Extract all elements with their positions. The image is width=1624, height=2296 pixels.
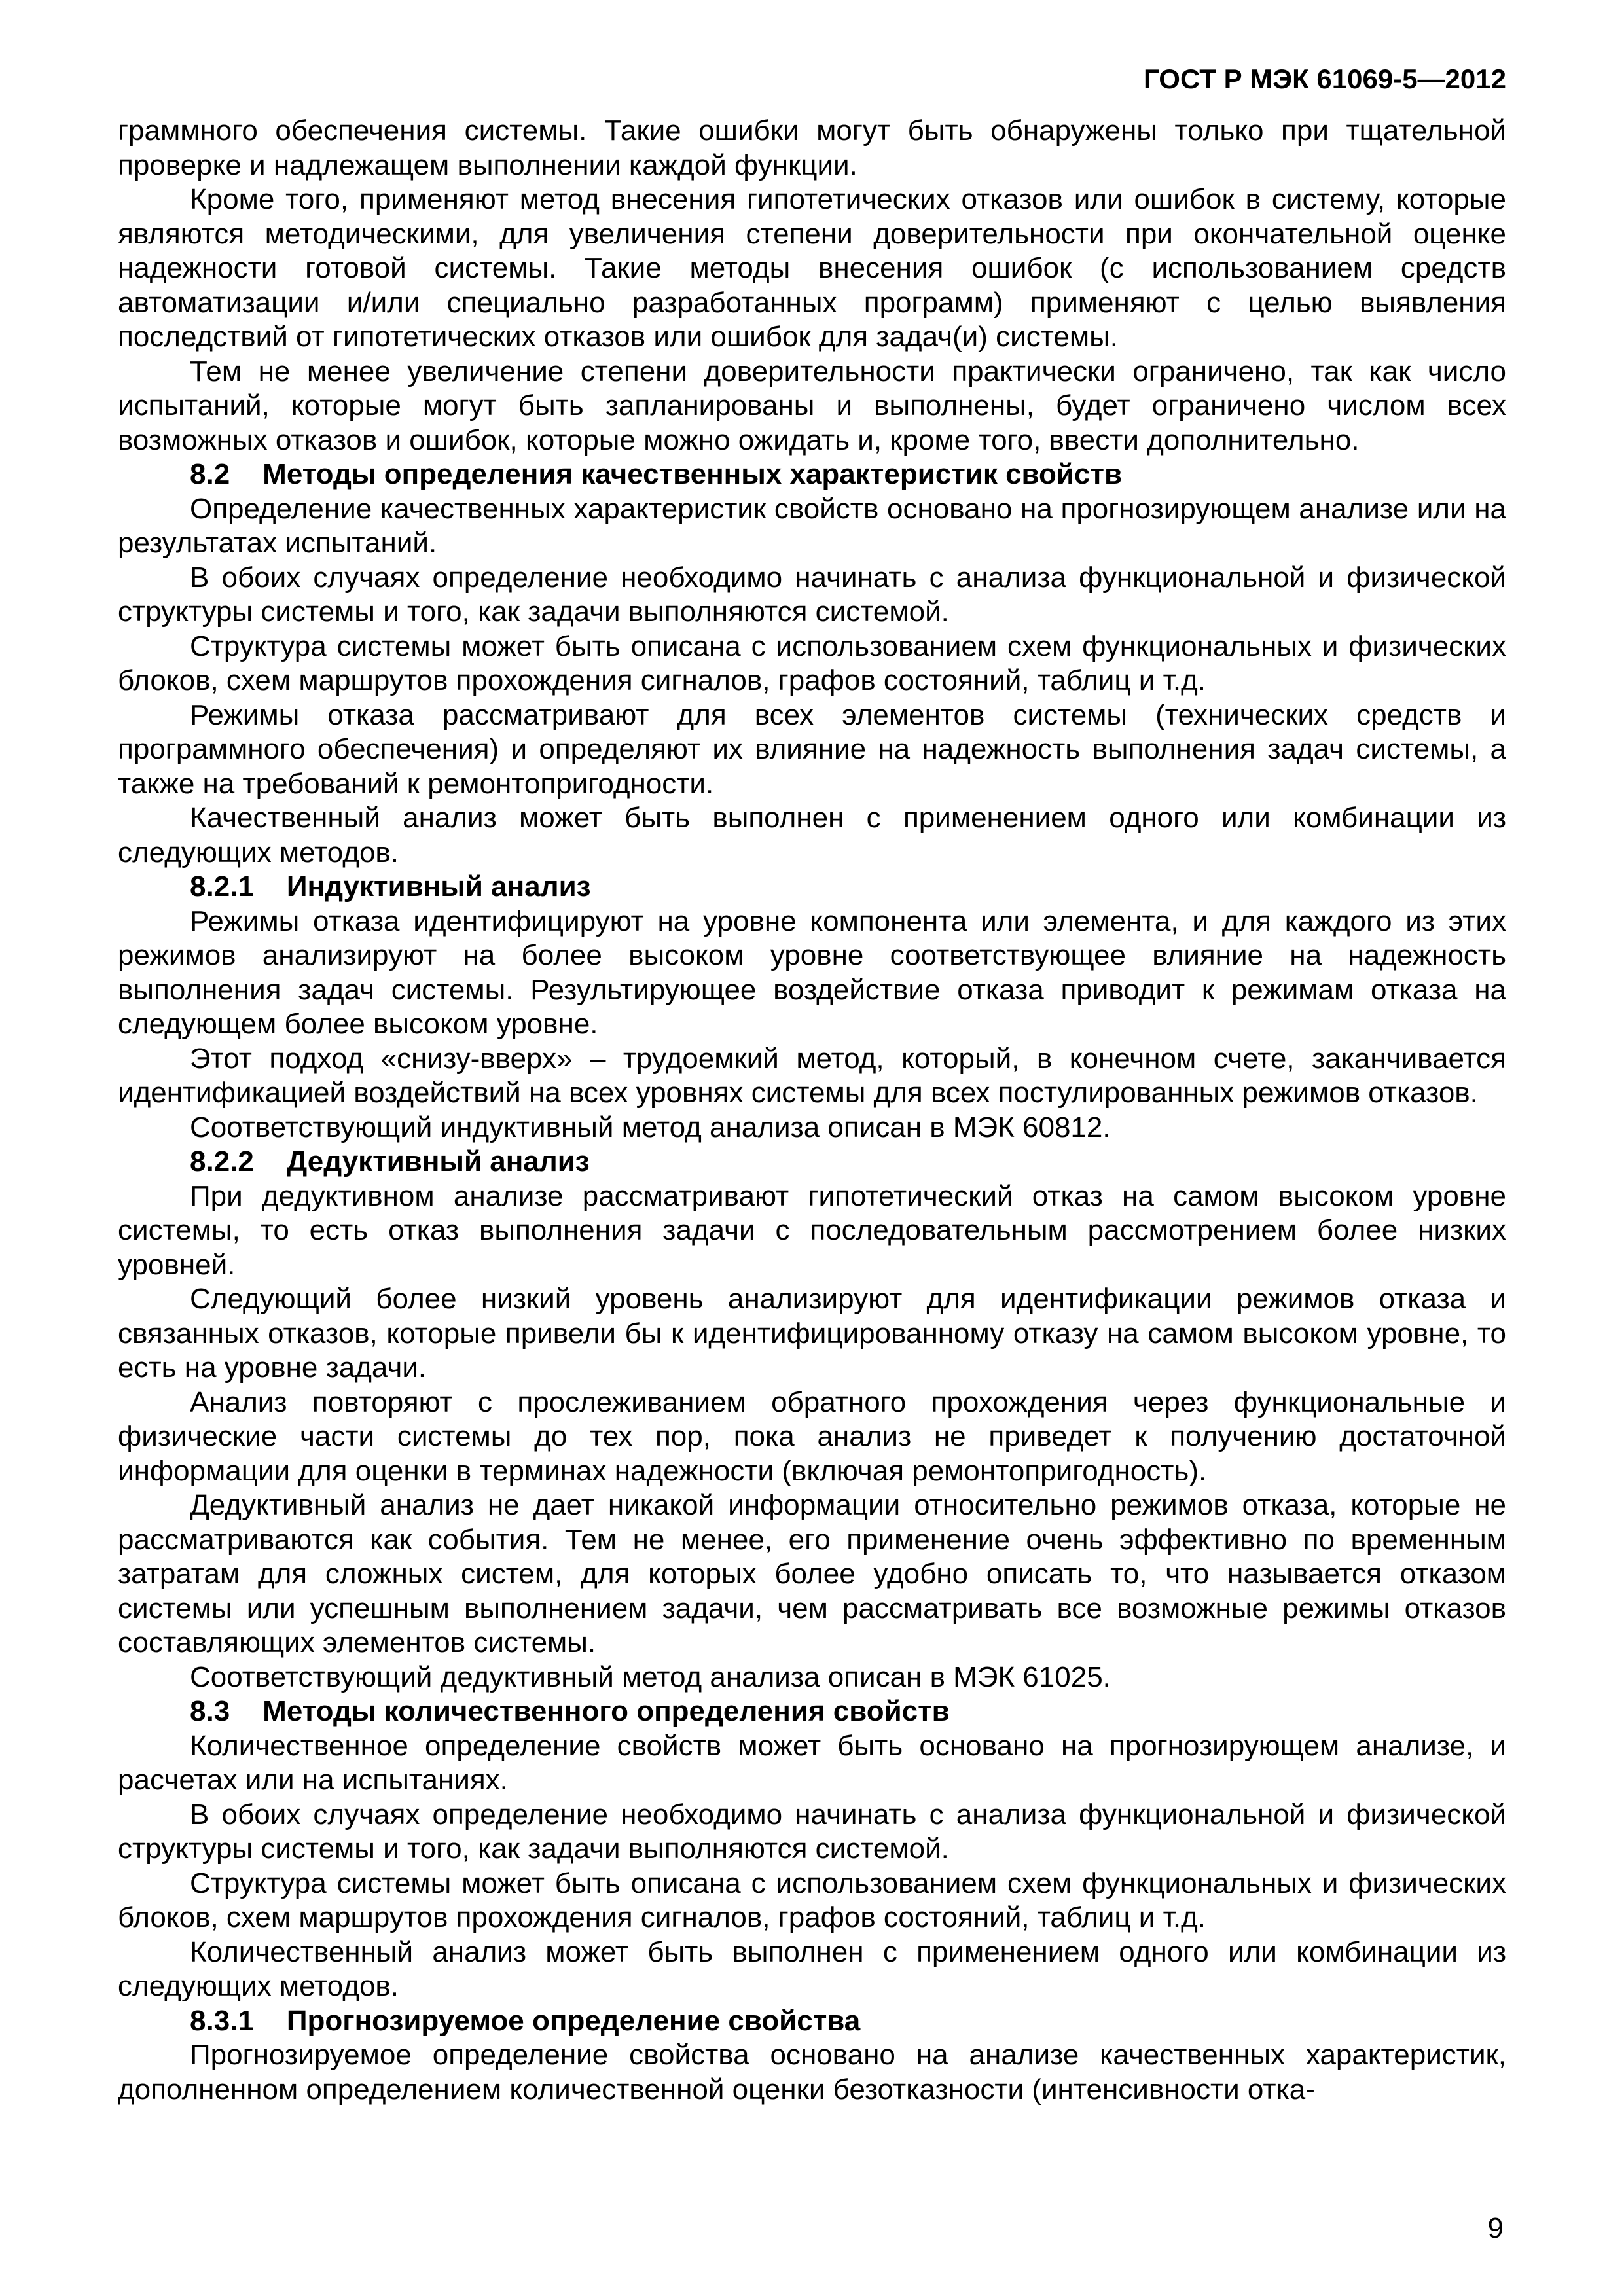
paragraph: Качественный анализ может быть выполнен с применением одного или комбинации из следующих методов. bbox=[118, 802, 1506, 869]
document-body bbox=[118, 114, 1506, 2107]
paragraph: Определение качественных характеристик свойств основано на прогнозирующем анализе или на результатах испытаний. bbox=[118, 492, 1506, 560]
section-heading bbox=[118, 2004, 1506, 2039]
paragraph: Анализ повторяют с прослеживанием обратного прохождения через функциональные и физические части системы до тех пор, пока анализ не приведет к получению достаточной информации для оценки в терминах надежности (включая ремонтопригодность). bbox=[118, 1386, 1506, 1487]
section-number: 8.3.1 bbox=[190, 2004, 254, 2037]
paragraph: Структура системы может быть описана с использованием схем функциональных и физических блоков, схем маршрутов прохождения сигналов, графов состояний, таблиц и т.д. bbox=[118, 630, 1506, 697]
page-footer bbox=[1488, 2212, 1504, 2245]
paragraph: При дедуктивном анализе рассматривают гипотетический отказ на самом высоком уровне системы, то есть отказ выполнения задачи с последовательным рассмотрением более низких уровней. bbox=[118, 1179, 1506, 1281]
page-number: 9 bbox=[1487, 2212, 1504, 2244]
section-title: Дедуктивный анализ bbox=[286, 1145, 590, 1178]
page-header bbox=[118, 64, 1506, 94]
section-heading bbox=[118, 870, 1506, 905]
paragraph: Режимы отказа идентифицируют на уровне компонента или элемента, и для каждого из этих режимов анализируют на более высоком уровне соответствующее влияние на надежность выполнения задач системы. Результирующее воздействие отказа приводит к режимам отказа на следующем более высоком уровне. bbox=[118, 905, 1506, 1041]
section-heading bbox=[118, 457, 1506, 492]
section-number: 8.2.2 bbox=[190, 1145, 254, 1178]
section-number: 8.2.1 bbox=[190, 870, 254, 903]
section-number: 8.2 bbox=[190, 458, 230, 491]
section-title: Методы количественного определения свойств bbox=[262, 1695, 950, 1728]
section-title: Индуктивный анализ bbox=[286, 870, 591, 903]
section-title: Методы определения качественных характеристик свойств bbox=[262, 458, 1122, 491]
paragraph: Тем не менее увеличение степени доверительности практически ограничено, так как число испытаний, которые могут быть запланированы и выполнены, будет ограничено числом всех возможных отказов и ошибок, которые можно ожидать и, кроме того, ввести дополнительно. bbox=[118, 355, 1506, 456]
paragraph: граммного обеспечения системы. Такие ошибки могут быть обнаружены только при тщательной проверке и надлежащем выполнении каждой функции. bbox=[118, 115, 1506, 181]
section-number: 8.3 bbox=[190, 1695, 230, 1728]
paragraph: Прогнозируемое определение свойства основано на анализе качественных характеристик, дополненном определением количественной оценки безотказности (интенсивности отка- bbox=[118, 2039, 1506, 2106]
paragraph: Соответствующий дедуктивный метод анализа описан в МЭК 61025. bbox=[190, 1660, 1111, 1693]
paragraph: Следующий более низкий уровень анализируют для идентификации режимов отказа и связанных отказов, которые привели бы к идентифицированному отказу на самом высоком уровне, то есть на уровне задачи. bbox=[118, 1283, 1506, 1384]
section-heading bbox=[118, 1695, 1506, 1729]
paragraph: Структура системы может быть описана с использованием схем функциональных и физических блоков, схем маршрутов прохождения сигналов, графов состояний, таблиц и т.д. bbox=[118, 1867, 1506, 1934]
paragraph: В обоих случаях определение необходимо начинать с анализа функциональной и физической структуры системы и того, как задачи выполняются системой. bbox=[118, 561, 1506, 628]
paragraph: Количественное определение свойств может быть основано на прогнозирующем анализе, и расчетах или на испытаниях. bbox=[118, 1729, 1506, 1797]
paragraph: Количественный анализ может быть выполнен с применением одного или комбинации из следующих методов. bbox=[118, 1935, 1506, 2003]
paragraph: Этот подход «снизу-вверх» – трудоемкий метод, который, в конечном счете, заканчивается идентификацией воздействий на всех уровнях системы для всех постулированных режимов отказов. bbox=[118, 1042, 1506, 1109]
paragraph: Соответствующий индуктивный метод анализа описан в МЭК 60812. bbox=[190, 1111, 1111, 1143]
paragraph: Режимы отказа рассматривают для всех элементов системы (технических средств и программного обеспечения) и определяют их влияние на надежность выполнения задач системы, а также на требований к ремонтопригодности. bbox=[118, 698, 1506, 800]
paragraph: Дедуктивный анализ не дает никакой информации относительно режимов отказа, которые не рассматриваются как события. Тем не менее, его применение очень эффективно по временным затратам для сложных систем, для которых более удобно описать то, что называется отказом системы или успешным выполнением задачи, чем рассматривать все возможные режимы отказов составляющих элементов системы. bbox=[118, 1489, 1506, 1659]
section-title: Прогнозируемое определение свойства bbox=[286, 2004, 861, 2037]
document-code: ГОСТ Р МЭК 61069-5—2012 bbox=[1144, 63, 1506, 94]
paragraph: В обоих случаях определение необходимо начинать с анализа функциональной и физической структуры системы и того, как задачи выполняются системой. bbox=[118, 1798, 1506, 1865]
paragraph: Кроме того, применяют метод внесения гипотетических отказов или ошибок в систему, которые являются методическими, для увеличения степени доверительности при окончательной оценке надежности готовой системы. Такие методы внесения ошибок (с использованием средств автоматизации и/или специально разработанных программ) применяют с целью выявления последствий от гипотетических отказов или ошибок для задач(и) системы. bbox=[118, 183, 1506, 353]
section-heading bbox=[118, 1145, 1506, 1179]
